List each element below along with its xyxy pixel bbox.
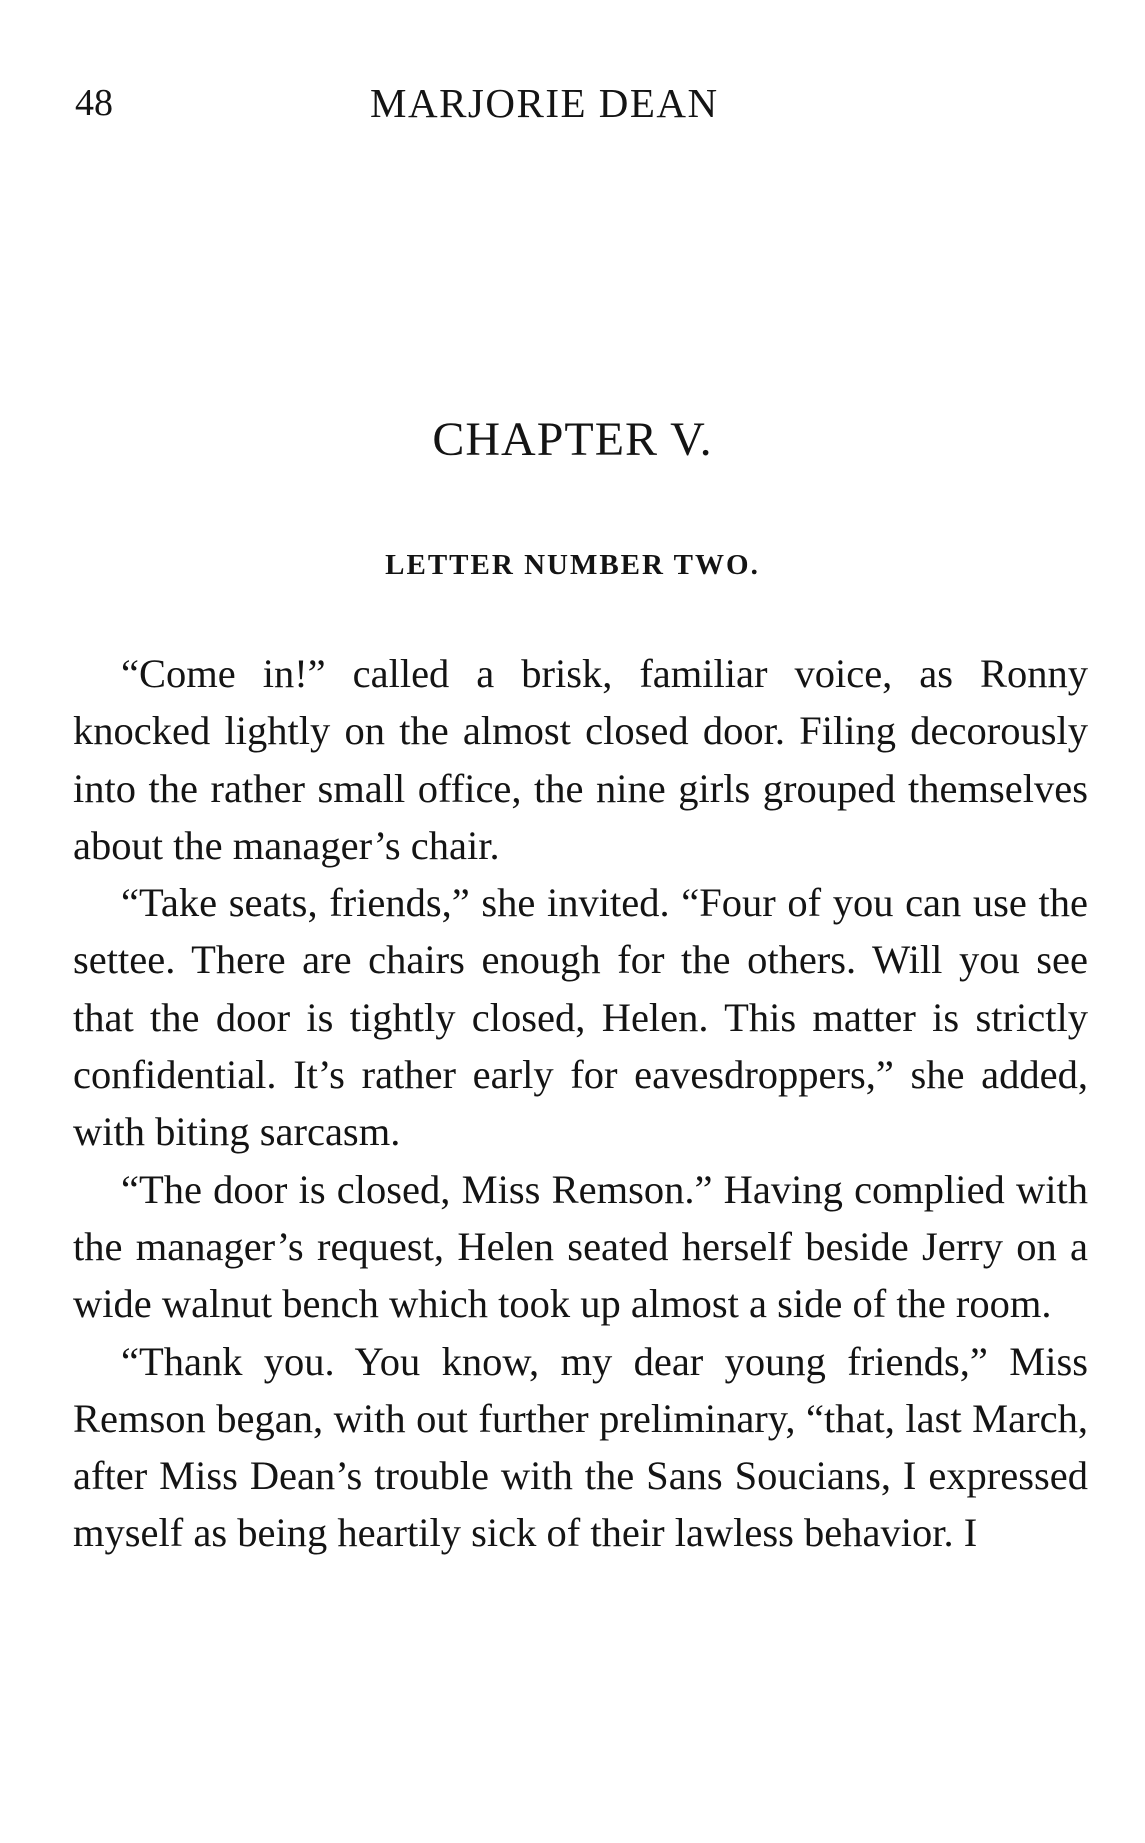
paragraph-4: “Thank you. You know, my dear young friends,” Miss Remson began, with out further preliminary, “that, last March, after Miss Dean’s trouble with the Sans Soucians, I expressed myself as being heartily sick of their lawless behavior. I — [73, 1338, 1088, 1556]
chapter-subtitle: LETTER NUMBER TWO. — [385, 549, 760, 581]
paragraph-1: “Come in!” called a brisk, familiar voice, as Ronny knocked lightly on the almost closed door. Filing decorously into the rather small office, the nine girls grouped themselves about the manager’s chair. — [73, 651, 1088, 868]
running-title: MARJORIE DEAN — [370, 80, 719, 126]
chapter-title: CHAPTER V. — [432, 413, 713, 466]
paragraph-2: “Take seats, friends,” she invited. “Four of you can use the settee. There are chairs enough for the others. Will you see that the door is tightly closed, Helen. This matter is strictly confidential. It’s rather early for eavesdroppers,” she added, with biting sarcasm. — [73, 880, 1088, 1155]
running-head — [75, 78, 1090, 128]
page-number: 48 — [75, 82, 113, 124]
body-text — [73, 645, 1088, 1562]
paragraph-3: “The door is closed, Miss Remson.” Having complied with the manager’s request, Helen seated herself beside Jerry on a wide walnut bench which took up almost a side of the room. — [73, 1166, 1088, 1327]
